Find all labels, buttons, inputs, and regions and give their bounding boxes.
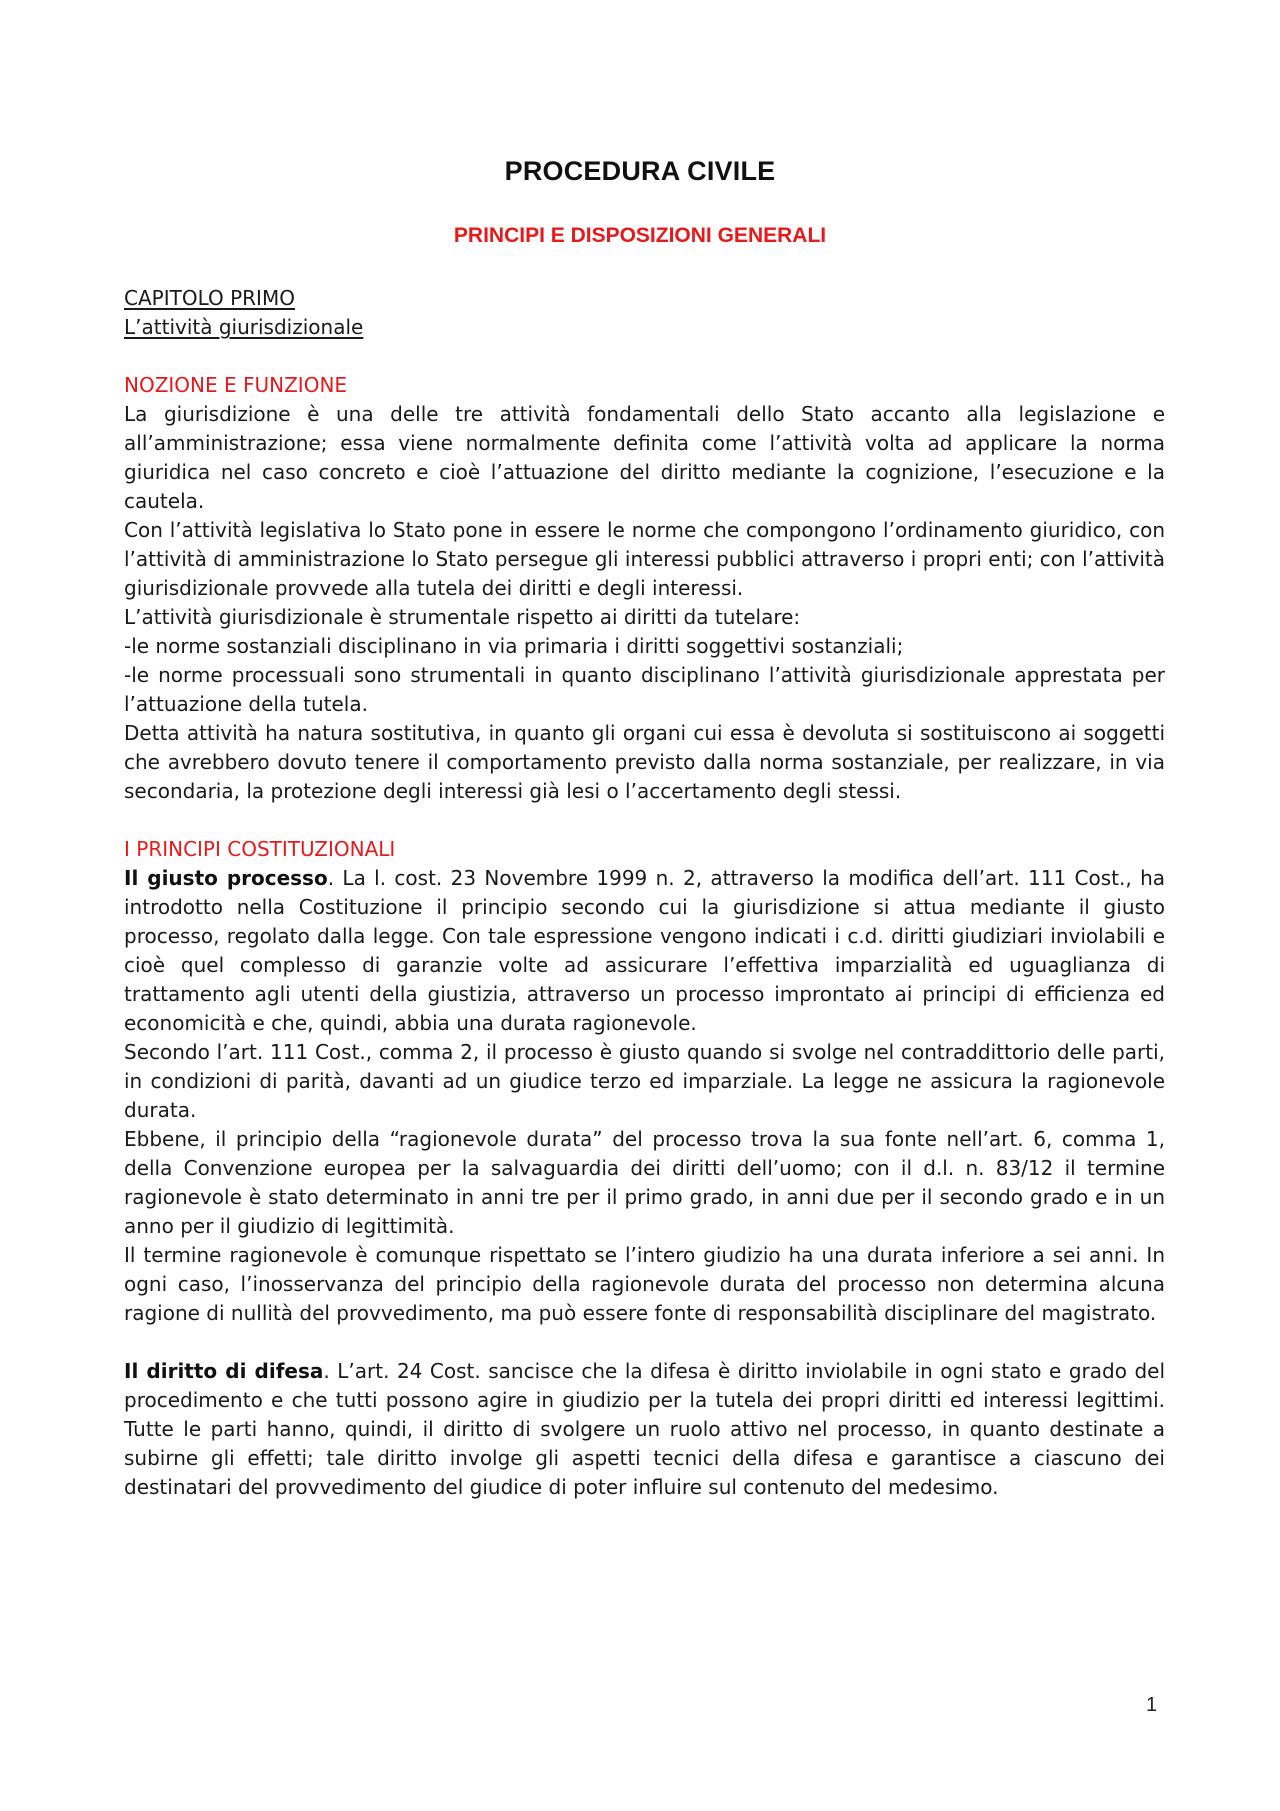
paragraph: Secondo l’art. 111 Cost., comma 2, il processo è giusto quando si svolge nel contraddittorio delle parti, in condizioni di parità, davanti ad un giudice terzo ed imparziale. La legge ne assicura la ragionevole durata. <box>124 1040 1165 1122</box>
paragraph-giusto-processo <box>124 864 1165 1038</box>
document-title: PROCEDURA CIVILE <box>504 156 776 186</box>
spacer <box>124 806 1165 835</box>
paragraph-diritto-difesa <box>124 1357 1165 1502</box>
spacer <box>124 342 1165 371</box>
paragraph: Il termine ragionevole è comunque rispettato se l’intero giudizio ha una durata inferiore a sei anni. In ogni caso, l’inosservanza del principio della ragionevole durata del processo non determina alcuna ragione di nullità del provvedimento, ma può essere fonte di responsabilità disciplinare del magistrato. <box>124 1243 1165 1325</box>
list-item: -le norme processuali sono strumentali in quanto disciplinano l’attività giurisdizionale apprestata per l’attuazione della tutela. <box>124 663 1165 716</box>
document-body <box>124 284 1165 1502</box>
chapter-label: CAPITOLO PRIMO <box>124 286 295 310</box>
paragraph-text: . La l. cost. 23 Novembre 1999 n. 2, attraverso la modifica dell’art. 111 Cost., ha introdotto nella Costituzione il principio secondo cui la giurisdizione si attua mediante il giusto processo, regolato dalla legge. Con tale espressione vengono indicati i c.d. diritti giudiziari inviolabili e cioè quel complesso di garanzie volte ad assicurare l’effettiva imparzialità ed uguaglianza di trattamento agli utenti della giustizia, attraverso un processo improntato ai principi di efficienza ed economicità e che, quindi, abbia una durata ragionevole. <box>124 866 1166 1035</box>
paragraph-lead: Il diritto di difesa <box>124 1359 324 1383</box>
spacer <box>124 1328 1165 1357</box>
paragraph: Ebbene, il principio della “ragionevole durata” del processo trova la sua fonte nell’art. 6, comma 1, della Convenzione europea per la salvaguardia dei diritti dell’uomo; con il d.l. n. 83/12 il termine ragionevole è stato determinato in anni tre per il primo grado, in anni due per il secondo grado e in un anno per il giudizio di legittimità. <box>124 1127 1165 1238</box>
chapter-name: L’attività giurisdizionale <box>124 315 364 339</box>
paragraph: Detta attività ha natura sostitutiva, in quanto gli organi cui essa è devoluta si sostituiscono ai soggetti che avrebbero dovuto tenere il comportamento previsto dalla norma sostanziale, per realizzare, in via secondaria, la protezione degli interessi già lesi o l’accertamento degli stessi. <box>124 721 1165 803</box>
section-heading-nozione: NOZIONE E FUNZIONE <box>124 373 348 397</box>
paragraph: Con l’attività legislativa lo Stato pone in essere le norme che compongono l’ordinamento giuridico, con l’attività di amministrazione lo Stato persegue gli interessi pubblici attraverso i propri enti; con l’attività giurisdizionale provvede alla tutela dei diritti e degli interessi. <box>124 518 1165 600</box>
paragraph-text: . L’art. 24 Cost. sancisce che la difesa è diritto inviolabile in ogni stato e grado del procedimento e che tutti possono agire in giudizio per la tutela dei propri diritti ed interessi legittimi. Tutte le parti hanno, quindi, il diritto di svolgere un ruolo attivo nel processo, in quanto destinate a subirne gli effetti; tale diritto involge gli aspetti tecnici della difesa e garantisce a ciascuno dei destinatari del provvedimento del giudice di poter influire sul contenuto del medesimo. <box>124 1359 1166 1499</box>
paragraph: La giurisdizione è una delle tre attività fondamentali dello Stato accanto alla legislazione e all’amministrazione; essa viene normalmente definita come l’attività volta ad applicare la norma giuridica nel caso concreto e cioè l’attuazione del diritto mediante la cognizione, l’esecuzione e la cautela. <box>124 402 1165 513</box>
paragraph: L’attività giurisdizionale è strumentale rispetto ai diritti da tutelare: <box>124 605 801 629</box>
paragraph-lead: Il giusto processo <box>124 866 328 890</box>
document-subtitle: PRINCIPI E DISPOSIZIONI GENERALI <box>453 224 827 247</box>
section-heading-principi: I PRINCIPI COSTITUZIONALI <box>124 837 396 861</box>
list-item: -le norme sostanziali disciplinano in via primaria i diritti soggettivi sostanziali; <box>124 634 904 658</box>
page-number: 1 <box>1146 1694 1158 1716</box>
